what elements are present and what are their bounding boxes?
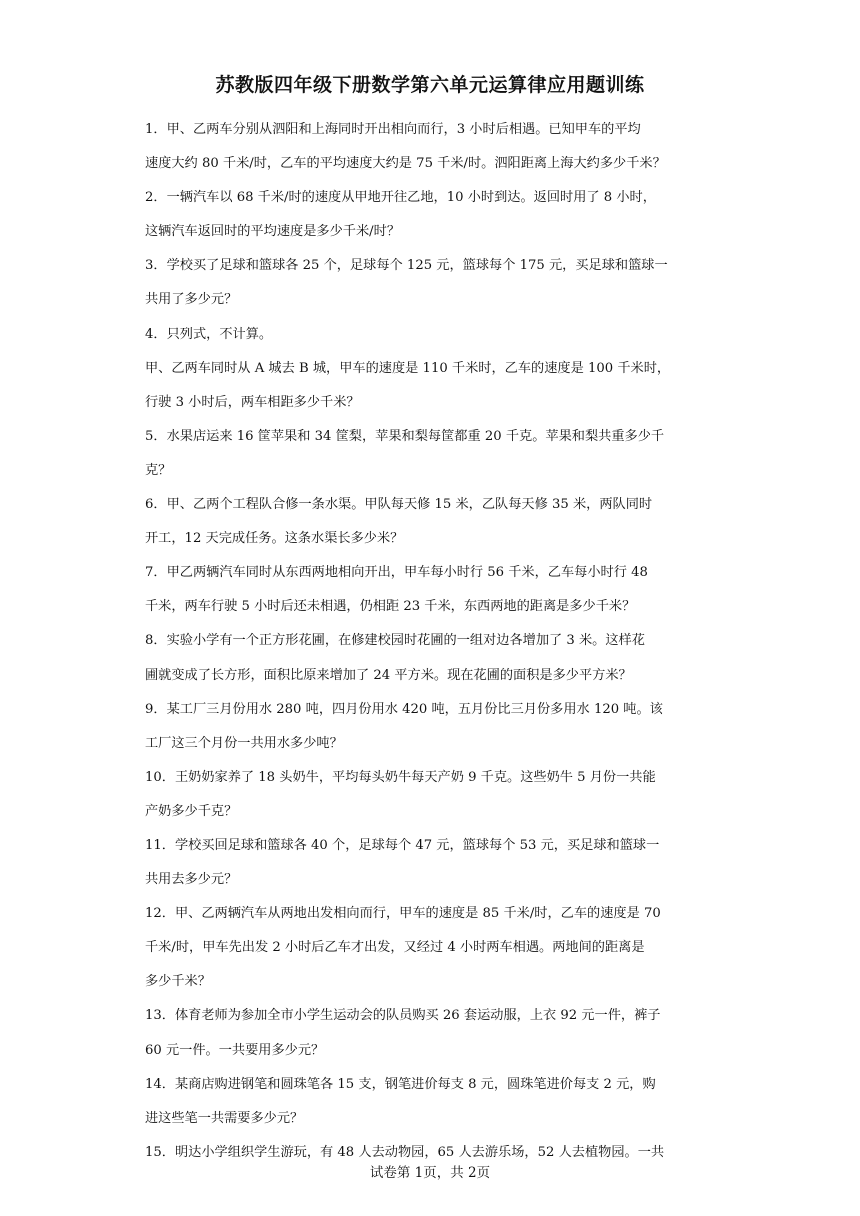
- question-15-line-1: 15．明达小学组织学生游玩，有 48 人去动物园，65 人去游乐场，52 人去植物园。一共: [145, 1144, 665, 1160]
- question-8-line-1: 8．实验小学有一个正方形花圃，在修建校园时花圃的一组对边各增加了 3 米。这样花: [145, 633, 645, 649]
- question-12-line-2: 千米/时，甲车先出发 2 小时后乙车才出发，又经过 4 小时两车相遇。两地间的距离是: [145, 940, 645, 956]
- question-10-line-2: 产奶多少千克？: [145, 803, 238, 819]
- question-9-line-2: 工厂这三个月份一共用水多少吨？: [145, 735, 343, 751]
- question-14-line-2: 进这些笔一共需要多少元？: [145, 1110, 304, 1126]
- question-13-line-1: 13．体育老师为参加全市小学生运动会的队员购买 26 套运动服，上衣 92 元一件，裤子: [145, 1008, 661, 1024]
- question-1-line-1: 1．甲、乙两车分别从泗阳和上海同时开出相向而行，3 小时后相遇。已知甲车的平均: [145, 122, 641, 137]
- document-title: 苏教版四年级下册数学第六单元运算律应用题训练: [215, 74, 645, 96]
- question-2-line-1: 2．一辆汽车以 68 千米/时的速度从甲地开往乙地，10 小时到达。返回时用了 8 小时，: [145, 190, 656, 206]
- question-4-instruction: 4．只列式，不计算。: [145, 326, 273, 342]
- question-9-line-1: 9．某工厂三月份用水 280 吨，四月份用水 420 吨，五月份比三月份多用水 120 吨。该: [145, 701, 663, 717]
- question-12-line-3: 多少千米？: [145, 974, 211, 990]
- question-5-line-2: 克？: [145, 462, 172, 478]
- question-8-line-2: 圃就变成了长方形，面积比原来增加了 24 平方米。现在花圃的面积是多少平方米？: [145, 667, 632, 683]
- question-3-line-2: 共用了多少元？: [145, 292, 238, 308]
- question-11-line-1: 11．学校买回足球和篮球各 40 个，足球每个 47 元，篮球每个 53 元，买足球和篮球一: [145, 837, 660, 853]
- question-4-line-1: 甲、乙两车同时从 A 城去 B 城，甲车的速度是 110 千米时，乙车的速度是 100 千米时，: [145, 360, 671, 376]
- question-3-line-1: 3．学校买了足球和篮球各 25 个，足球每个 125 元，篮球每个 175 元，买足球和篮球一: [145, 258, 668, 274]
- question-11-line-2: 共用去多少元？: [145, 872, 238, 888]
- question-1-line-2: 速度大约 80 千米/时，乙车的平均速度大约是 75 千米/时。泗阳距离上海大约多少千米？: [145, 156, 666, 172]
- question-12-line-1: 12．甲、乙两辆汽车从两地出发相向而行，甲车的速度是 85 千米/时，乙车的速度是 70: [145, 906, 661, 922]
- question-6-line-2: 开工，12 天完成任务。这条水渠长多少米？: [145, 531, 404, 547]
- question-7-line-1: 7．甲乙两辆汽车同时从东西两地相向开出，甲车每小时行 56 千米，乙车每小时行 48: [145, 565, 648, 581]
- question-list: [145, 113, 720, 1170]
- question-2-line-2: 这辆汽车返回时的平均速度是多少千米/时？: [145, 224, 401, 240]
- question-6-line-1: 6．甲、乙两个工程队合修一条水渠。甲队每天修 15 米，乙队每天修 35 米，两队同时: [145, 497, 653, 513]
- question-13-line-2: 60 元一件。一共要用多少元？: [145, 1042, 325, 1058]
- question-4-line-2: 行驶 3 小时后，两车相距多少千米？: [145, 394, 360, 410]
- page-footer: 试卷第 1页，共 2页: [369, 1165, 491, 1181]
- question-7-line-2: 千米，两车行驶 5 小时后还未相遇，仍相距 23 千米，东西两地的距离是多少千米？: [145, 599, 636, 615]
- question-10-line-1: 10．王奶奶家养了 18 头奶牛，平均每头奶牛每天产奶 9 千克。这些奶牛 5 月份一共能: [145, 769, 656, 785]
- question-14-line-1: 14．某商店购进钢笔和圆珠笔各 15 支，钢笔进价每支 8 元，圆珠笔进价每支 2 元，购: [145, 1076, 656, 1092]
- question-5-line-1: 5．水果店运来 16 筐苹果和 34 筐梨，苹果和梨每筐都重 20 千克。苹果和梨共重多少千: [145, 428, 665, 444]
